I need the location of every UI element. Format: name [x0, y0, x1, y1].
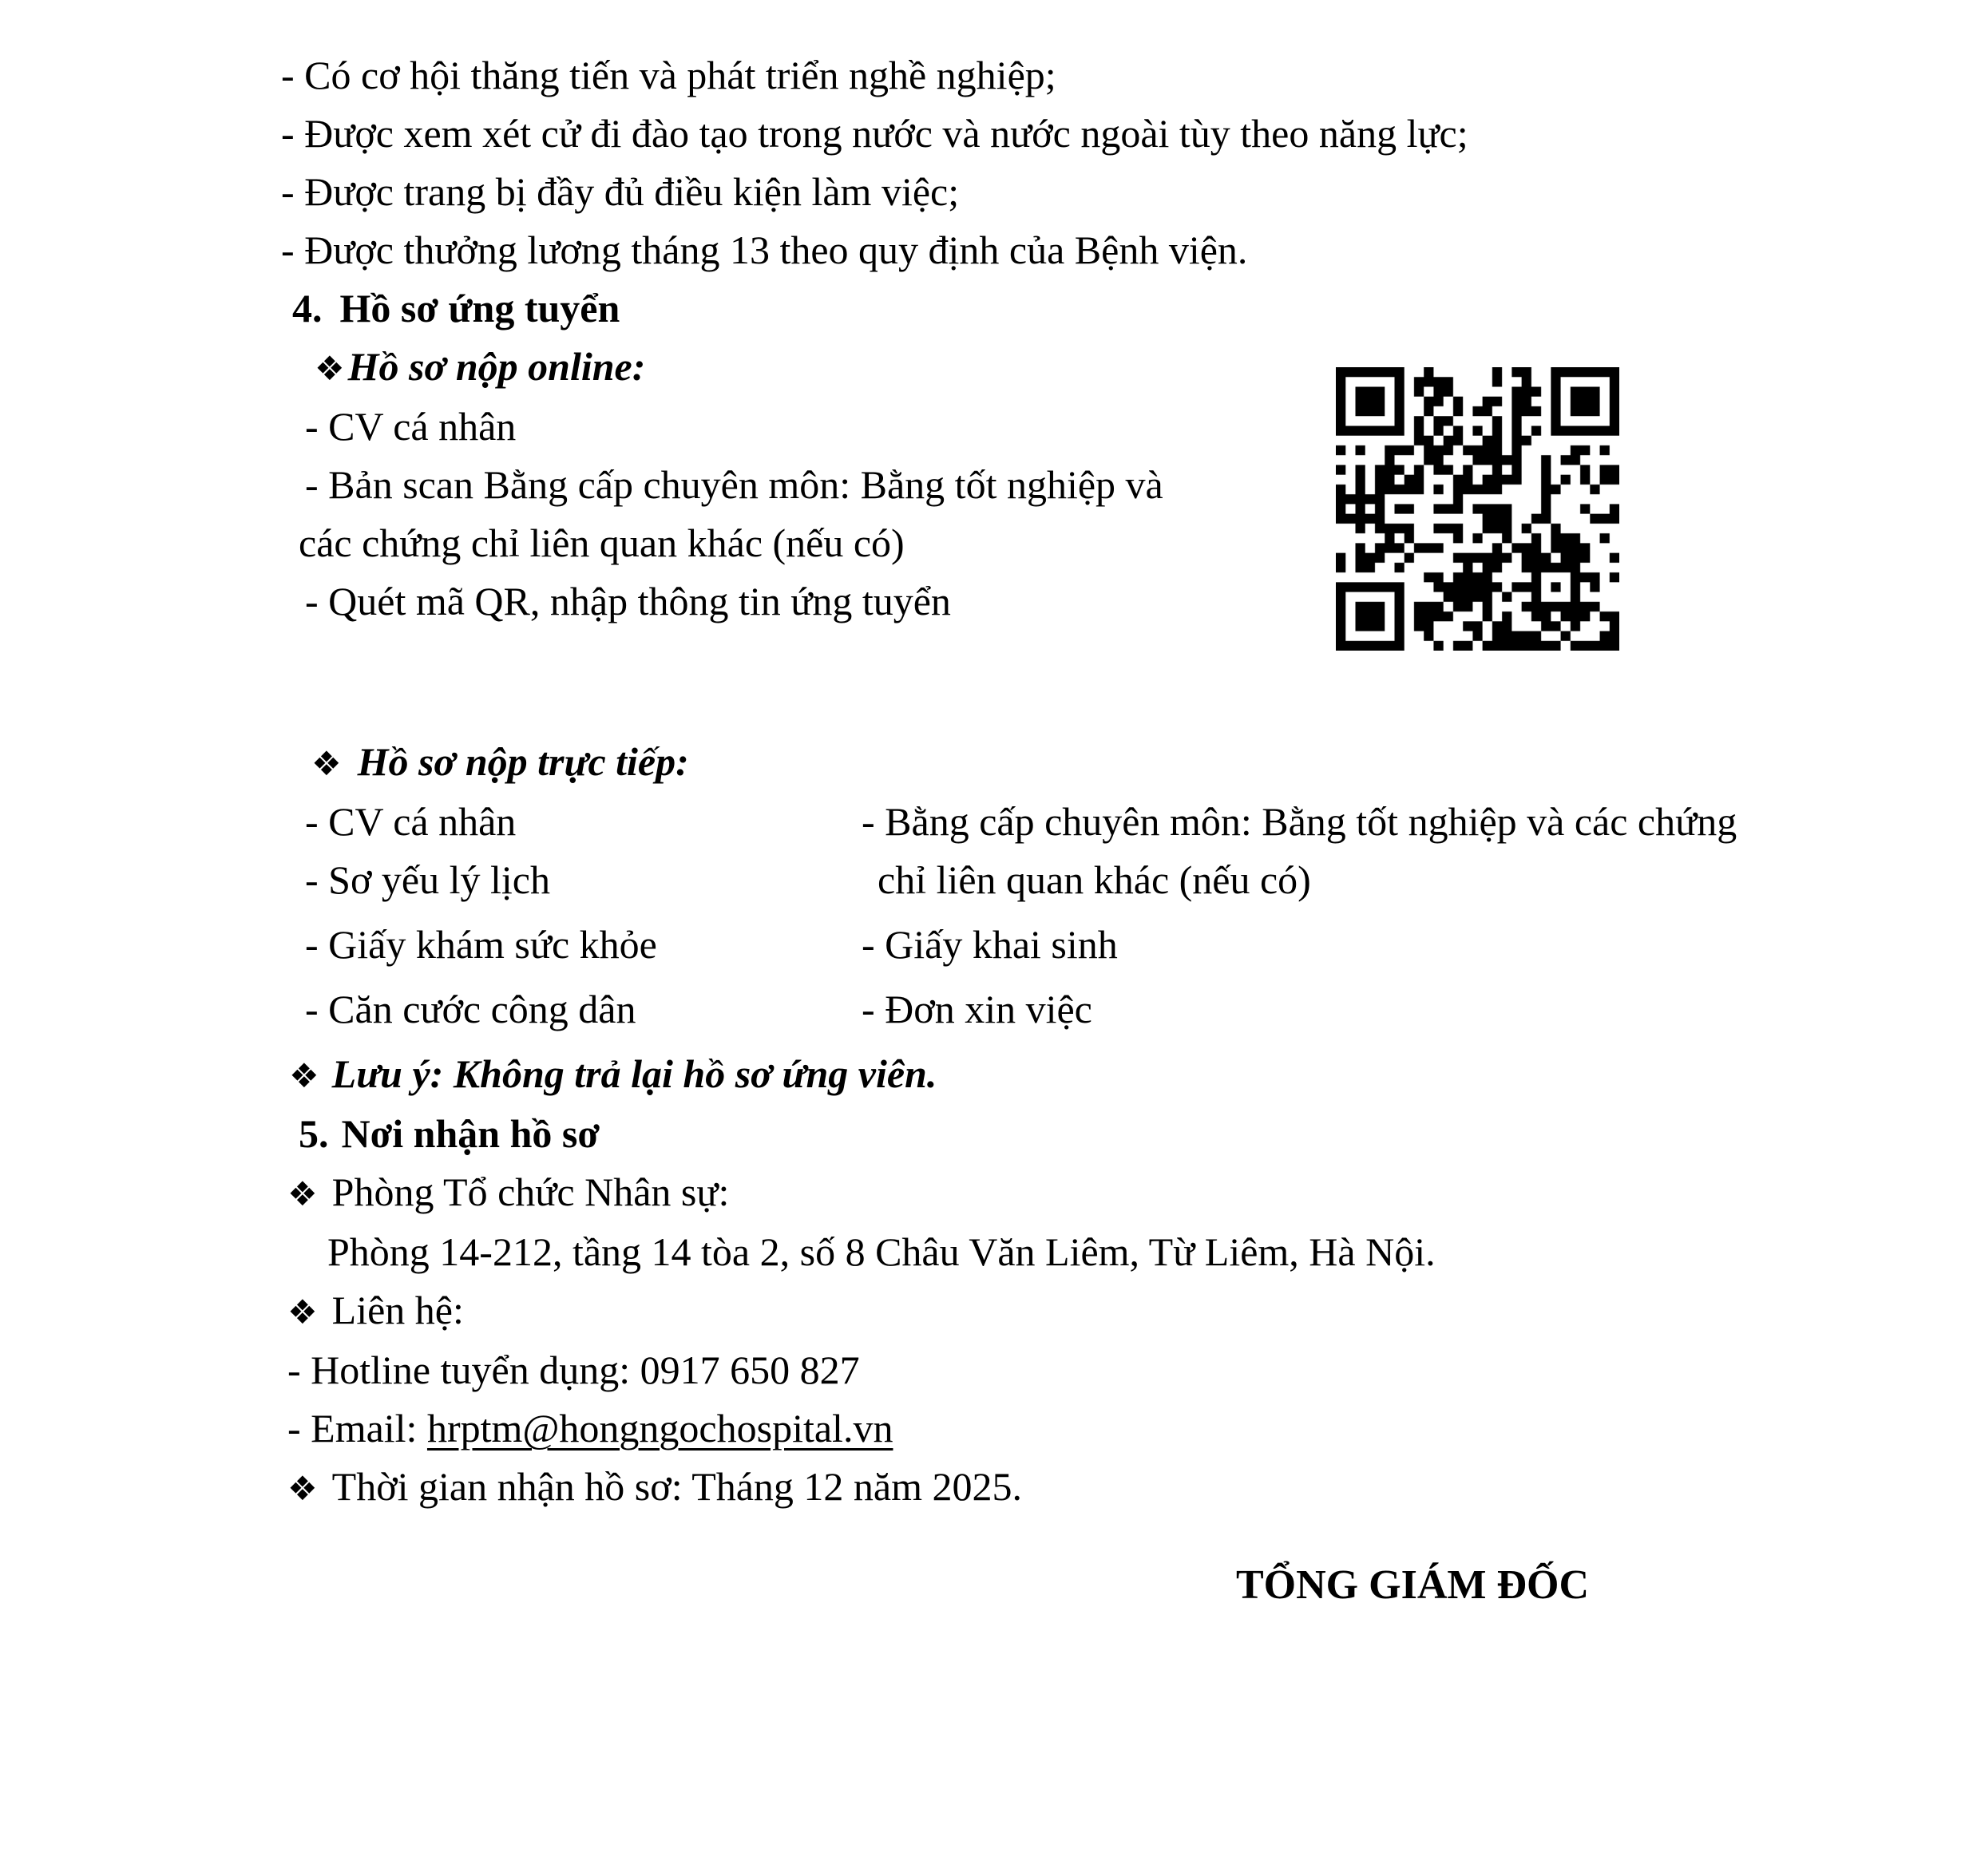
online-heading-label: Hồ sơ nộp online: [347, 344, 646, 389]
direct-right-birth-cert: - Giấy khai sinh [862, 922, 1118, 967]
note-text: Lưu ý: Không trả lại hồ sơ ứng viên. [331, 1051, 937, 1096]
deadline-text: Thời gian nhận hồ sơ: Tháng 12 năm 2025. [331, 1464, 1023, 1509]
diamond-bullet-icon: ❖ [315, 349, 345, 388]
document-content [281, 46, 1862, 1609]
contact-heading-line [287, 1281, 1862, 1341]
email-label: - Email: [287, 1406, 427, 1451]
diamond-bullet-icon: ❖ [287, 1292, 318, 1332]
section5-title: Nơi nhận hồ sơ [341, 1111, 600, 1156]
direct-row [305, 980, 1862, 1039]
note-line [289, 1045, 1862, 1105]
direct-right-degrees: - Bằng cấp chuyên môn: Bằng tốt nghiệp và các chứng [862, 799, 1737, 844]
contact-heading-text: Liên hệ: [331, 1288, 464, 1332]
online-item-qr-scan: - Quét mã QR, nhập thông tin ứng tuyển [305, 579, 951, 623]
online-heading [315, 338, 1862, 398]
benefit-item-2: - Được xem xét cử đi đào tạo trong nước và nước ngoài tùy theo năng lực; [281, 111, 1468, 156]
office-address: Phòng 14-212, tầng 14 tòa 2, số 8 Châu Văn Liêm, Từ Liêm, Hà Nội. [327, 1229, 1436, 1274]
hotline-line: - Hotline tuyển dụng: 0917 650 827 [287, 1348, 860, 1392]
direct-right-application: - Đơn xin việc [862, 987, 1092, 1031]
direct-row [305, 793, 1862, 851]
diamond-bullet-icon: ❖ [287, 1174, 318, 1213]
direct-left-cv: - CV cá nhân [305, 799, 517, 844]
direct-heading [311, 733, 1862, 793]
benefit-item-1: - Có cơ hội thăng tiến và phát triển nghề nghiệp; [281, 53, 1056, 97]
direct-right-degrees-cont: chỉ liên quan khác (nếu có) [878, 857, 1311, 902]
direct-heading-label: Hồ sơ nộp trực tiếp: [357, 739, 689, 784]
direct-row [305, 851, 1862, 909]
diamond-bullet-icon: ❖ [289, 1056, 319, 1095]
diamond-bullet-icon: ❖ [311, 744, 342, 783]
online-item-cv: - CV cá nhân [305, 404, 517, 449]
direct-left-id-card: - Căn cước công dân [305, 987, 636, 1031]
diamond-bullet-icon: ❖ [287, 1469, 318, 1508]
section5-heading [299, 1105, 1862, 1163]
email-link[interactable]: hrptm@hongngochospital.vn [426, 1406, 893, 1451]
section4-title: Hồ sơ ứng tuyển [339, 286, 620, 330]
deadline-line [287, 1458, 1862, 1518]
office-heading-line [287, 1163, 1862, 1223]
direct-left-health-cert: - Giấy khám sức khỏe [305, 922, 657, 967]
email-line [287, 1399, 1862, 1458]
direct-left-resume: - Sơ yếu lý lịch [305, 857, 550, 902]
benefit-item-4: - Được thưởng lương tháng 13 theo quy định của Bệnh viện. [281, 228, 1248, 272]
online-item-scan: - Bản scan Bằng cấp chuyên môn: Bằng tốt nghiệp và [305, 462, 1163, 507]
office-heading-text: Phòng Tổ chức Nhân sự: [331, 1170, 730, 1214]
qr-code [1336, 367, 1619, 651]
benefit-item-3: - Được trang bị đầy đủ điều kiện làm việc; [281, 169, 960, 214]
signature-title: TỔNG GIÁM ĐỐC [1236, 1562, 1589, 1608]
direct-row [305, 916, 1862, 974]
section5-number: 5. [299, 1111, 329, 1156]
online-item-scan-cont: các chứng chỉ liên quan khác (nếu có) [299, 520, 905, 565]
section4-number: 4. [292, 286, 323, 330]
section4-heading [292, 279, 1862, 338]
